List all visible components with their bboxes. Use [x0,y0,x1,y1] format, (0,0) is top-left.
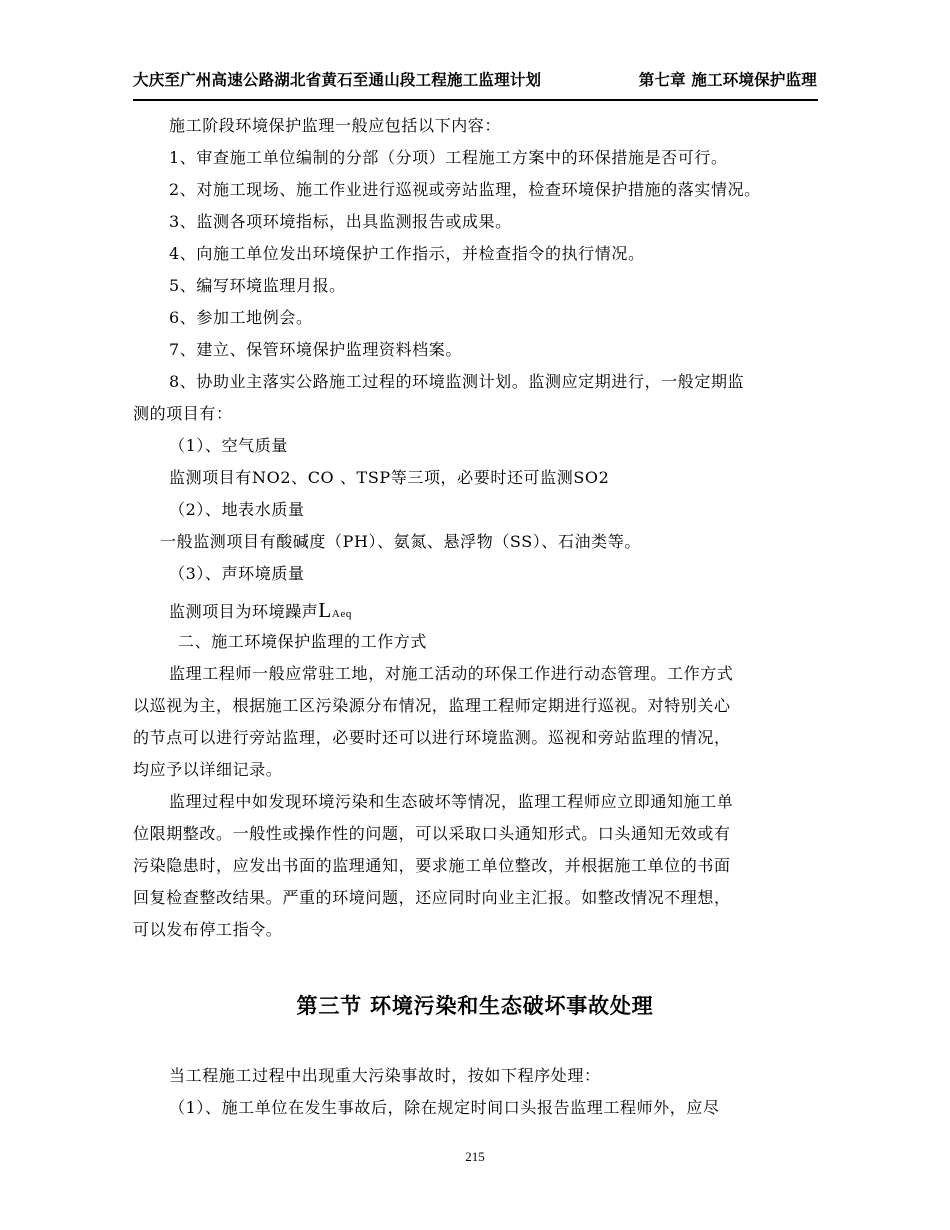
noise-text [169,600,352,624]
para3-line1: 当工程施工过程中出现重大污染事故时，按如下程序处理： [169,1066,601,1085]
list-item-1: 1、审查施工单位编制的分部（分项）工程施工方案中的环保措施是否可行。 [169,148,728,167]
para1-line4: 均应予以详细记录。 [133,760,283,779]
para3-line2: （1）、施工单位在发生事故后，除在规定时间口头报告监理工程师外，应尽 [169,1098,720,1117]
list-item-6: 6、参加工地例会。 [169,308,313,327]
list-item-3: 3、监测各项环境指标，出具监测报告或成果。 [169,212,512,231]
para1-line3: 的节点可以进行旁站监理，必要时还可以进行环境监测。巡视和旁站监理的情况， [133,728,731,747]
list-item-8-cont: 测的项目有： [133,404,233,423]
header-chapter-title: 第七章 施工环境保护监理 [638,71,817,89]
subsection-heading: 二、施工环境保护监理的工作方式 [178,632,428,651]
list-item-4: 4、向施工单位发出环境保护工作指示，并检查指令的执行情况。 [169,244,645,263]
noise-text-label: 监测项目为环境躁声 [169,602,319,621]
water-quality-heading: （2）、地表水质量 [169,500,305,519]
list-item-5: 5、编写环境监理月报。 [169,276,346,295]
noise-symbol-l: L [318,598,332,622]
noise-symbol-sub: Aeq [331,608,352,620]
para2-line5: 可以发布停工指令。 [133,920,283,939]
list-item-7: 7、建立、保管环境保护监理资料档案。 [169,340,462,359]
para2-line1: 监理过程中如发现环境污染和生态破坏等情况，监理工程师应立即通知施工单 [169,792,734,811]
para2-line4: 回复检查整改结果。严重的环境问题，还应同时向业主汇报。如整改情况不理想， [133,888,731,907]
air-quality-text: 监测项目有NO2、CO 、TSP等三项，必要时还可监测SO2 [169,468,610,487]
para1-line2: 以巡视为主，根据施工区污染源分布情况，监理工程师定期进行巡视。对特别关心 [133,696,731,715]
para2-line3: 污染隐患时，应发出书面的监理通知，要求施工单位整改，并根据施工单位的书面 [133,856,731,875]
list-item-2: 2、对施工现场、施工作业进行巡视或旁站监理，检查环境保护措施的落实情况。 [169,180,761,199]
list-item-8: 8、协助业主落实公路施工过程的环境监测计划。监测应定期进行，一般定期监 [169,372,745,391]
noise-heading: （3）、声环境质量 [169,564,305,583]
header-document-title: 大庆至广州高速公路湖北省黄石至通山段工程施工监理计划 [133,71,542,89]
intro-line: 施工阶段环境保护监理一般应包括以下内容： [169,116,502,135]
para2-line2: 位限期整改。一般性或操作性的问题，可以采取口头通知形式。口头通知无效或有 [133,824,731,843]
section-title: 第三节 环境污染和生态破坏事故处理 [296,994,654,1018]
header-rule [133,99,818,101]
para1-line1: 监理工程师一般应常驻工地，对施工活动的环保工作进行动态管理。工作方式 [169,664,734,683]
page-number: 215 [465,1149,485,1164]
air-quality-heading: （1）、空气质量 [169,436,288,455]
water-quality-text: 一般监测项目有酸碱度（PH）、氨氮、悬浮物（SS）、石油类等。 [160,532,641,551]
